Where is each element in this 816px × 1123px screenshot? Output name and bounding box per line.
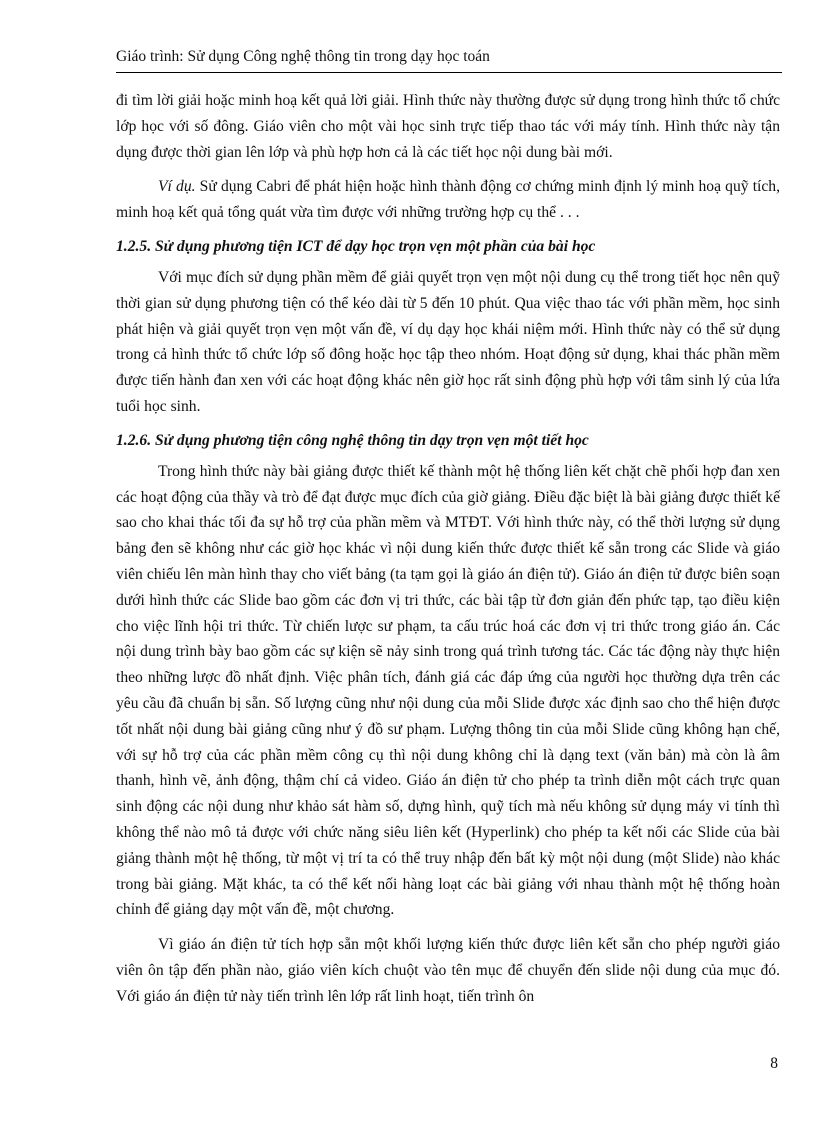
paragraph-1-2-6-b: Vì giáo án điện tử tích hợp sẵn một khối lượng kiến thức được liên kết sẵn cho phép người giáo viên ôn tập đến phần nào, giáo viên kích chuột vào tên mục để chuyển đến slide nội dung của mục đó. Với giáo án điện tử này tiến trình lên lớp rất linh hoạt, tiến trình ôn bbox=[116, 936, 780, 1005]
example-paragraph bbox=[116, 174, 780, 226]
header-title: Giáo trình: Sử dụng Công nghệ thông tin trong dạy học toán bbox=[116, 48, 490, 65]
paragraph-1-2-5: Với mục đích sử dụng phần mềm để giải quyết trọn vẹn một nội dung cụ thể trong tiết học nên quỹ thời gian sử dụng phương tiện có thể kéo dài từ 5 đến 10 phút. Qua việc thao tác với phần mềm, học sinh phát hiện và giải quyết trọn vẹn một vấn đề, ví dụ dạy học khái niệm mới. Hình thức này có thể sử dụng trong cả hình thức tổ chức lớp số đông hoặc học tập theo nhóm. Hoạt động sử dụng, khai thác phần mềm được tiến hành đan xen với các hoạt động khác nên giờ học rất sinh động phù hợp với tâm sinh lý của lứa tuổi học sinh. bbox=[116, 268, 780, 415]
page-body bbox=[116, 88, 780, 1010]
section-heading-1-2-5: 1.2.5. Sử dụng phương tiện ICT để dạy học trọn vẹn một phần của bài học bbox=[116, 237, 596, 255]
example-label: Ví dụ. bbox=[158, 178, 196, 196]
section-heading-1-2-6: 1.2.6. Sử dụng phương tiện công nghệ thông tin dạy trọn vẹn một tiết học bbox=[116, 431, 589, 449]
paragraph-intro: đi tìm lời giải hoặc minh hoạ kết quả lời giải. Hình thức này thường được sử dụng trong hình thức tổ chức lớp học với số đông. Giáo viên cho một vài học sinh trực tiếp thao tác với máy tính. Hình thức này tận dụng được thời gian lên lớp và phù hợp hơn cả là các tiết học nội dung bài mới. bbox=[116, 92, 780, 161]
example-text: Sử dụng Cabri để phát hiện hoặc hình thành động cơ chứng minh định lý minh hoạ quỹ tích, minh hoạ kết quả tổng quát vừa tìm được với những trường hợp cụ thể . . . bbox=[116, 178, 781, 222]
running-header bbox=[116, 46, 782, 73]
page-number: 8 bbox=[770, 1055, 778, 1072]
paragraph-1-2-6-a: Trong hình thức này bài giảng được thiết kế thành một hệ thống liên kết chặt chẽ phối hợp đan xen các hoạt động của thầy và trò để đạt được mục đích của giờ giảng. Điều đặc biệt là bài giảng được thiết kế sao cho khai thác tối đa sự hỗ trợ của phần mềm và MTĐT. Với hình thức này, có thể thời lượng sử dụng bảng đen sẽ không như các giờ học khác vì nội dung kiến thức được thiết kế sẵn trong các Slide và giáo viên chiếu lên màn hình thay cho viết bảng (ta tạm gọi là giáo án điện tử). Giáo án điện tử được biên soạn dưới hình thức các Slide bao gồm các đơn vị tri thức, các bài tập từ đơn giản đến phức tạp, tạo điều kiện cho việc lĩnh hội tri thức. Từ chiến lược sư phạm, ta cấu trúc hoá các đơn vị tri thức trong giáo án. Các nội dung trình bày bao gồm các sự kiện sẽ nảy sinh trong quá trình tương tác. Các tác động này thực hiện theo những lược đồ nhất định. Việc phân tích, đánh giá các đáp ứng của người học thường dựa trên các yêu cầu đã chuẩn bị sẵn. Số lượng cũng như nội dung của mỗi Slide được xác định sao cho thể hiện được tốt nhất nội dung bài giảng cũng như ý đồ sư phạm. Lượng thông tin của mỗi Slide cũng không hạn chế, với sự hỗ trợ của các phần mềm công cụ thì nội dung không chỉ là dạng text (văn bản) mà còn là âm thanh, hình vẽ, ảnh động, thậm chí cả video. Giáo án điện tử cho phép ta trình diễn một cách trực quan sinh động các nội dung như khảo sát hàm số, dựng hình, quỹ tích mà nếu không sử dụng máy vi tính thì không thể nào mô tả được với chức năng siêu liên kết (Hyperlink) cho phép ta kết nối các Slide của bài giảng thành một hệ thống, từ một vị trí ta có thể truy nhập đến bất kỳ một nội dung (một Slide) nào khác trong bài giảng. Mặt khác, ta có thể kết nối hàng loạt các bài giảng với nhau thành một hệ thống hoàn chỉnh để giảng dạy một vấn đề, một chương. bbox=[116, 462, 780, 919]
